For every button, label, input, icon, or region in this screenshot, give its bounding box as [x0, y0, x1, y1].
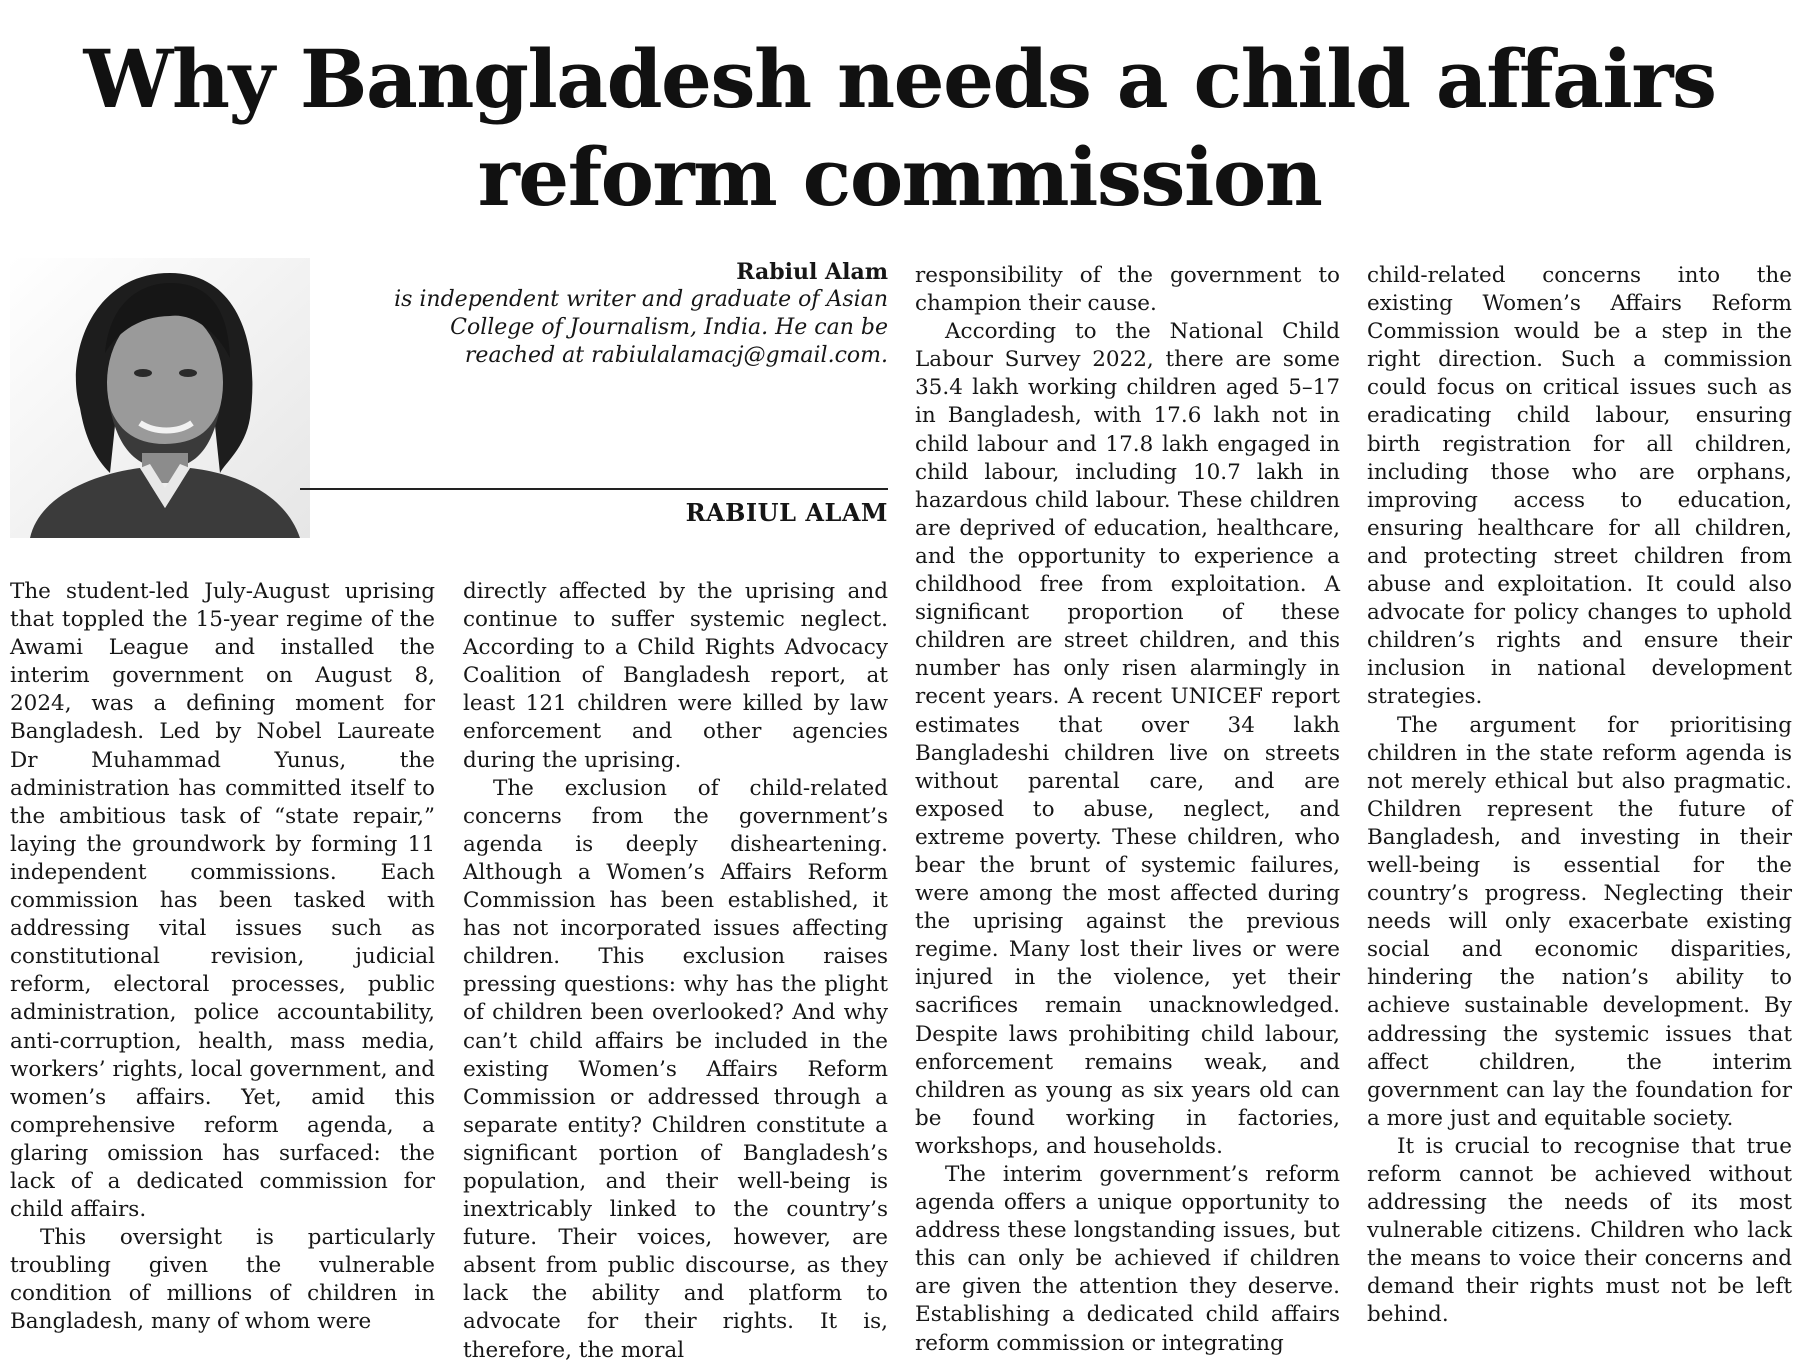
paragraph: The student-led July-August uprising that toppled the 15-year regime of the Awami League and installed the interim government on August 8, 2024, was a defining moment for Bangladesh. Led by Nobel Laureate Dr Muhammad Yunus, the administration has committed itself to the ambitious task of “state repair,” laying the groundwork by forming 11 independent commissions. Each commission has been tasked with addressing vital issues such as constitutional revision, judicial reform, electoral processes, public administration, police accountability, anti-corruption, health, mass media, workers’ rights, local government, and women’s affairs. Yet, amid this comprehensive reform agenda, a glaring omission has surfaced: the lack of a dedicated commission for child affairs. [10, 579, 435, 1223]
paragraph: According to the National Child Labour Survey 2022, there are some 35.4 lakh working children aged 5–17 in Bangladesh, with 17.6 lakh not in child labour and 17.8 lakh engaged in child labour, including 10.7 lakh in hazardous child labour. These children are deprived of education, healthcare, and the opportunity to experience a childhood free from exploitation. A significant proportion of these children are street children, and this number has only risen alarmingly in recent years. A recent UNICEF report estimates that over 34 lakh Bangladeshi children live on streets without parental care, and are exposed to abuse, neglect, and extreme poverty. These children, who bear the brunt of systemic failures, were among the most affected during the uprising against the previous regime. Many lost their lives or were injured in the violence, yet their sacrifices remain unacknowledged. Despite laws prohibiting child labour, enforcement remains weak, and children as young as six years old can be found working in factories, workshops, and households. [915, 319, 1340, 1159]
paragraph: child-related concerns into the existing Women’s Affairs Reform Commission would be a step in the right direction. Such a commission could focus on critical issues such as eradicating child labour, ensuring birth registration for all children, including those who are orphans, improving access to education, ensuring healthcare for all children, and protecting street children from abuse and exploitation. It could also advocate for policy changes to uphold children’s rights and ensure their inclusion in national development strategies. [1367, 263, 1792, 710]
author-bio: is independent writer and graduate of Asian College of Journalism, India. He can be reached at rabiulalamacj@gmail.com. [394, 287, 888, 368]
paragraph: The exclusion of child-related concerns from the government’s agenda is deeply disheartening. Although a Women’s Affairs Reform Commission has been established, it has not incorporated issues affecting children. This exclusion raises pressing questions: why has the plight of children been overlooked? And why can’t child affairs be included in the existing Women’s Affairs Reform Commission or addressed through a separate entity? Children constitute a significant portion of Bangladesh’s population, and their well-being is inextricably linked to the country’s future. Their voices, however, are absent from public discourse, as they lack the ability and platform to advocate for their rights. It is, therefore, the moral [463, 775, 888, 1363]
byline-divider [300, 488, 888, 490]
byline-block [10, 258, 888, 538]
author-caps-name: RABIUL ALAM [685, 498, 888, 527]
paragraph: It is crucial to recognise that true reform cannot be achieved without addressing the needs of its most vulnerable citizens. Children who lack the means to voice their concerns and demand their rights must not be left behind. [1367, 1133, 1792, 1328]
paragraph: The interim government’s reform agenda offers a unique opportunity to address these longstanding issues, but this can only be achieved if children are given the attention they deserve. Establishing a dedicated child affairs reform commission or integrating [915, 1162, 1340, 1356]
article-column-4 [1367, 262, 1792, 1343]
paragraph: responsibility of the government to champion their cause. [915, 263, 1340, 317]
article-column-2 [463, 578, 888, 1363]
paragraph: directly affected by the uprising and continue to suffer systemic neglect. According to a Child Rights Advocacy Coalition of Bangladesh report, at least 121 children were killed by law enforcement and other agencies during the uprising. [463, 579, 888, 773]
article-column-1 [10, 578, 435, 1343]
paragraph: The argument for prioritising children in the state reform agenda is not merely ethical but also pragmatic. Children represent the future of Bangladesh, and investing in their well-being is essential for the country’s progress. Neglecting their needs will only exacerbate existing social and economic disparities, hindering the nation’s ability to achieve sustainable development. By addressing the systemic issues that affect children, the interim government can lay the foundation for a more just and equitable society. [1367, 712, 1792, 1131]
author-info [368, 258, 888, 370]
author-portrait-icon [10, 258, 310, 538]
article-column-3 [915, 262, 1340, 1356]
author-name: Rabiul Alam [736, 259, 888, 285]
paragraph: This oversight is particularly troubling given the vulnerable condition of millions of children in Bangladesh, many of whom were [10, 1225, 435, 1335]
headline: Why Bangladesh needs a child affairs reform commission [83, 32, 1716, 224]
